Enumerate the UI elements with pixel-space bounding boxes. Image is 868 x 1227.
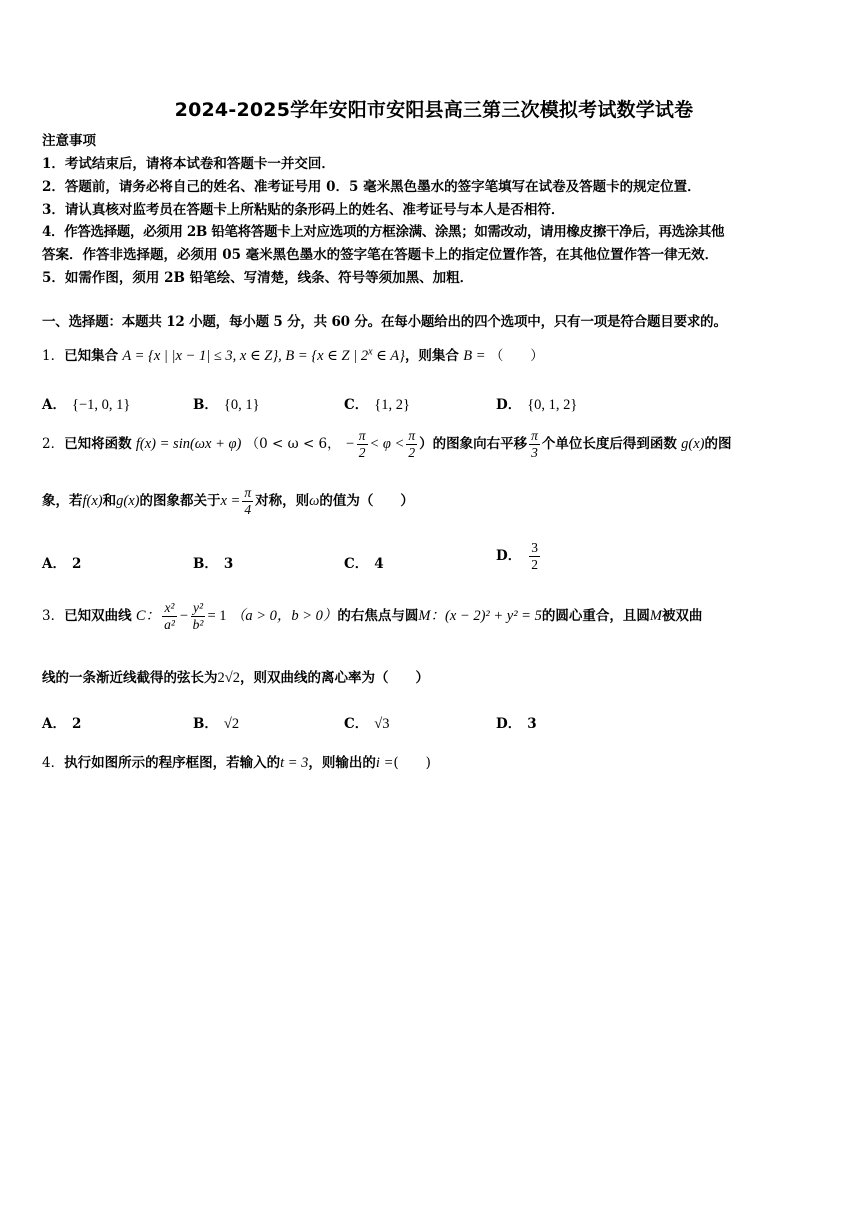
option-b: B． {0, 1} [193,397,260,413]
page-title: 2024-2025学年安阳市安阳县高三第三次模拟考试数学试卷 [174,99,694,121]
option-b: B． 3 [193,556,234,572]
notice-item: 5．如需作图，须用 2B 铅笔绘、写清楚，线条、符号等须加黑、加粗． [42,270,474,286]
notice-item: 2．答题前，请务必将自己的姓名、准考证号用 0．5 毫米黑色墨水的签字笔填写在试卷及答题卡的规定位置． [42,179,701,195]
notice-heading: 注意事项 [42,133,96,149]
notice-item: 1．考试结束后，请将本试卷和答题卡一并交回． [42,156,335,172]
option-d: D． {0, 1, 2} [496,397,578,413]
option-a: A． 2 [42,556,82,572]
option-a: A． 2 [42,716,82,732]
question-1: 1．已知集合 A = {x | |x − 1| ≤ 3, x ∈ Z}, B = {x ∈ Z | 2$^x$ ∈ A}，则集合 B = （ ） [42,346,544,364]
option-c: C． √3 [344,716,390,732]
notice-item: 4．作答选择题，必须用 2B 铅笔将答题卡上对应选项的方框涂满、涂黑；如需改动，请用橡皮擦干净后，再选涂其他 [42,224,725,240]
section-heading: 一、选择题：本题共 12 小题，每小题 5 分，共 60 分。在每小题给出的四个选项中，只有一项是符合题目要求的。 [42,314,727,330]
option-b: B． √2 [193,716,240,732]
notice-item: 3．请认真核对监考员在答题卡上所粘贴的条形码上的姓名、准考证号与本人是否相符． [42,202,565,218]
question-2: 2．已知将函数 f(x) = sin(ωx + φ) （0 < ω < 6， − $\frac{\pi}{2}$ < φ < $\frac{\pi}{2}$ ）的图象向右平移 $\frac{\pi}{3}$ 个单位长度后得到函数 g(x)的图 [42,428,732,460]
option-c: C． {1, 2} [344,397,410,413]
option-d: D． 3 [496,716,537,732]
notice-item: 答案．作答非选择题，必须用 05 毫米黑色墨水的签字笔在答题卡上的指定位置作答，在其他位置作答一律无效． [42,247,719,263]
question-number: 1． [42,348,65,364]
question-3: 3．已知双曲线 C： $\frac{\text{x²}}{\text{a²}}$ − $\frac{\text{y²}}{\text{b²}}$ = 1 （a > 0，b > 0）的右焦点与圆M：(x − 2)² + y² = 5的圆心重合，且圆M被双曲 [42,600,703,632]
option-a: A． {−1, 0, 1} [42,397,131,413]
set-expression: A = {x | |x − 1| ≤ 3, x ∈ Z}, B = {x ∈ Z | 2 [122,348,369,364]
option-d: D． $\frac{3}{2}$ [496,540,538,572]
question-4: 4．执行如图所示的程序框图，若输入的t = 3，则输出的i =( ) [42,755,431,771]
option-c: C． 4 [344,556,384,572]
question-2-line-2: 象，若f(x)和g(x)的图象都关于x = $\frac{\pi}{4}$ 对称，则ω的值为（ ） [42,485,414,517]
question-3-line-2: 线的一条渐近线截得的弦长为2√2，则双曲线的离心率为（ ） [42,670,429,686]
